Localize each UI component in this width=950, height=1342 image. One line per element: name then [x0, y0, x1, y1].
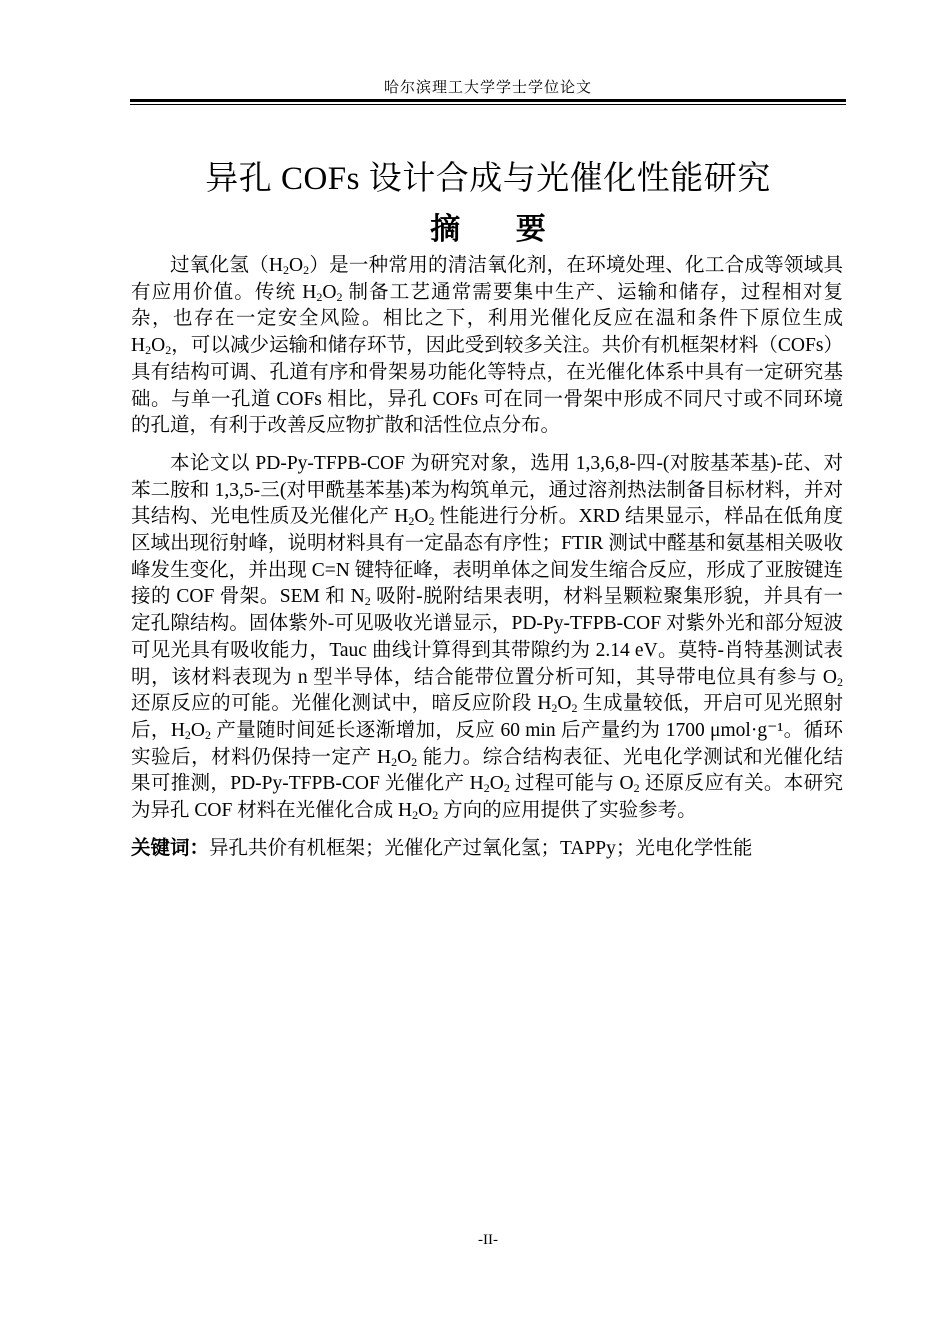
abstract-paragraph-1: 过氧化氢$(H_2O_2)$是一种常用的清洁氧化剂，在环境处理、化工合成等领域具有应用价值。传统 $H_2O_2$ 制备工艺通常需要集中生产、运输和储存，过程相对复杂，也存在一定安全风险。相比之下，利用光催化反应在温和条件下原位生成 $H_2O_2$，可以减少运输和储存环节，因此受到较多关注。共价有机框架材料（COFs）具有结构可调、孔道有序和骨架易功能化等特点，在光催化体系中具有一定研究基础。与单一孔道 COFs 相比，异孔 COFs 可在同一骨架中形成不同尺寸或不同环境的孔道，有利于改善反应物扩散和活性位点分布。: [131, 255, 843, 437]
keywords-label: 关键词：: [131, 837, 210, 859]
keywords-line: [131, 836, 843, 863]
header-rule-thin: [130, 104, 846, 105]
keywords-text: 异孔共价有机框架；光催化产过氧化氢；TAPPy；光电化学性能: [209, 837, 753, 859]
running-header: 哈尔滨理工大学学士学位论文: [383, 80, 592, 96]
thesis-title: 异孔 COFs 设计合成与光催化性能研究: [205, 161, 771, 197]
abstract-body: [131, 253, 843, 862]
abstract-paragraph-2: 本论文以 PD-Py-TFPB-COF 为研究对象，选用 1,3,6,8-四-(对胺基苯基)-芘、对苯二胺和 1,3,5-三(对甲酰基苯基)苯为构筑单元，通过溶剂热法制备目标材料，并对其结构、光电性质及光催化产 $H_2O_2$ 性能进行分析。XRD 结果显示，样品在低角度区域出现衍射峰，说明材料具有一定晶态有序性；FTIR 测试中醛基和氨基相关吸收峰发生变化，并出现 C=N 键特征峰，表明单体之间发生缩合反应，形成了亚胺键连接的 COF 骨架。SEM 和 $N_2$ 吸附-脱附结果表明，材料呈颗粒聚集形貌，并具有一定孔隙结构。固体紫外-可见吸收光谱显示，PD-Py-TFPB-COF 对紫外光和部分短波可见光具有吸收能力，Tauc 曲线计算得到其带隙约为 2.14 eV。莫特-肖特基测试表明，该材料表现为 n 型半导体，结合能带位置分析可知，其导带电位具有参与 $O_2$ 还原反应的可能。光催化测试中，暗反应阶段 $H_2O_2$ 生成量较低，开启可见光照射后，$H_2O_2$ 产量随时间延长逐渐增加，反应 60 min 后产量约为 1700 μmol·g⁻¹。循环实验后，材料仍保持一定产 $H_2O_2$ 能力。综合结构表征、光电化学测试和光催化结果可推测，PD-Py-TFPB-COF 光催化产 $H_2O_2$ 过程可能与 $O_2$ 还原反应有关。本研究为异孔 COF 材料在光催化合成 $H_2O_2$ 方向的应用提供了实验参考。: [131, 452, 843, 823]
abstract-heading: 摘 要: [430, 213, 570, 246]
page-number: -II-: [478, 1232, 498, 1248]
header-rule-thick: [130, 99, 846, 102]
